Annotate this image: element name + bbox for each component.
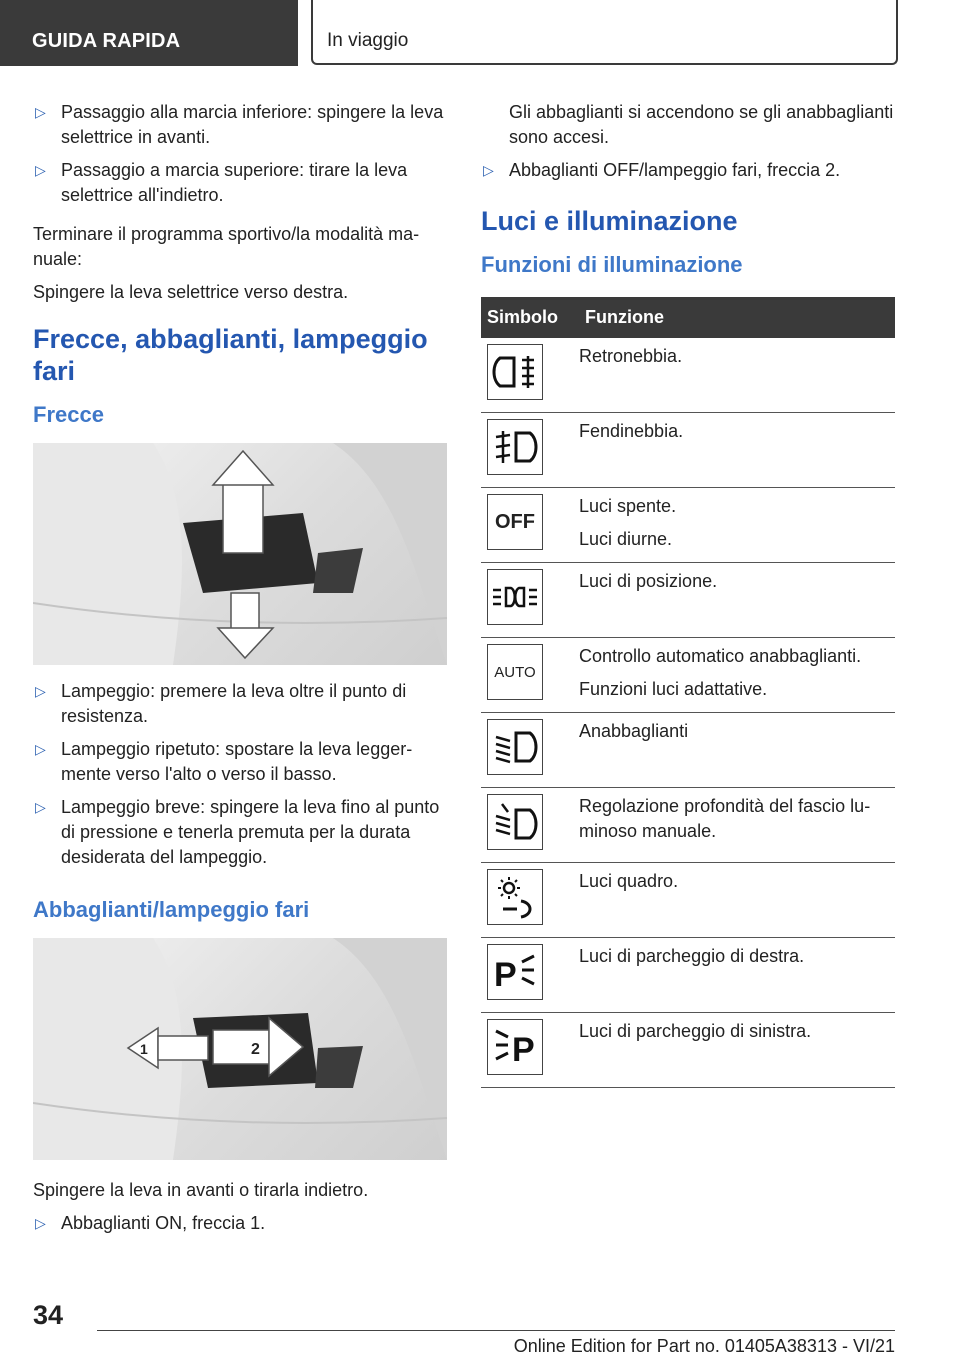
paragraph: Gli abbaglianti si accendono se gli anabbaglianti sono accesi. bbox=[509, 102, 894, 147]
function-text: Controllo automatico anabbaglianti. bbox=[579, 646, 862, 666]
right-column bbox=[481, 100, 895, 1088]
table-row bbox=[481, 713, 895, 788]
bullet-triangle-icon: ▷ bbox=[483, 162, 494, 178]
function-text: Regolazione profondità del fascio luminoso manuale. bbox=[579, 796, 871, 841]
list-item: ▷ Lampeggio ripetuto: spostare la leva leggermente verso l'alto o verso il basso. bbox=[35, 739, 413, 784]
table-row bbox=[481, 488, 895, 563]
bullet-triangle-icon: ▷ bbox=[35, 1215, 46, 1231]
function-text: Luci spente. bbox=[579, 496, 677, 516]
auto-icon: AUTO bbox=[487, 644, 543, 700]
paragraph: Terminare il programma sportivo/la modalità manuale: bbox=[33, 224, 420, 269]
list-item: ▷ Lampeggio: premere la leva oltre il punto di resistenza. bbox=[35, 681, 407, 726]
header-chapter-label: In viaggio bbox=[327, 30, 409, 51]
left-column bbox=[33, 100, 447, 1244]
table-row bbox=[481, 788, 895, 863]
function-text: Luci di parcheggio di sinistra. bbox=[579, 1021, 812, 1041]
lighting-functions-table bbox=[481, 297, 895, 1088]
parking-light-left-icon bbox=[487, 1019, 543, 1075]
bullet-triangle-icon: ▷ bbox=[35, 799, 46, 815]
bullet-triangle-icon: ▷ bbox=[35, 741, 46, 757]
parking-lights-icon bbox=[487, 569, 543, 625]
parking-light-right-icon bbox=[487, 944, 543, 1000]
bullet-triangle-icon: ▷ bbox=[35, 162, 46, 178]
function-text: Luci diurne. bbox=[579, 529, 673, 549]
svg-text:P: P bbox=[512, 1031, 535, 1067]
arrow-1-label: 1 bbox=[140, 1041, 148, 1057]
list-item: ▷ Abbaglianti OFF/lampeggio fari, freccia 2. bbox=[481, 158, 895, 183]
table-row bbox=[481, 1013, 895, 1088]
headlight-range-icon bbox=[487, 794, 543, 850]
bullet-triangle-icon: ▷ bbox=[35, 104, 46, 120]
header-section-label: GUIDA RAPIDA bbox=[32, 30, 181, 52]
subsection-heading-frecce: Frecce bbox=[33, 402, 104, 427]
table-row bbox=[481, 938, 895, 1013]
function-text: Luci di posizione. bbox=[579, 571, 718, 591]
instrument-lighting-icon bbox=[487, 869, 543, 925]
list-item: ▷ Lampeggio breve: spingere la leva fino al punto di pressione e tenerla premuta per la durata desiderata del lampeggio. bbox=[35, 797, 440, 867]
paragraph: Spingere la leva in avanti o tirarla indietro. bbox=[33, 1180, 369, 1200]
svg-text:P: P bbox=[494, 956, 517, 992]
page-number: 34 bbox=[33, 1300, 64, 1330]
function-text: Fendinebbia. bbox=[579, 421, 684, 441]
table-header-row bbox=[481, 297, 895, 338]
high-beam-lever-figure bbox=[33, 938, 447, 1160]
function-text: Luci quadro. bbox=[579, 871, 679, 891]
function-text: Funzioni luci adattative. bbox=[579, 679, 768, 699]
bullet-triangle-icon: ▷ bbox=[35, 683, 46, 699]
table-row bbox=[481, 863, 895, 938]
header-chapter-tab bbox=[311, 0, 898, 65]
column-header: Funzione bbox=[579, 297, 895, 338]
subsection-heading: Funzioni di illuminazione bbox=[481, 252, 743, 277]
column-header: Simbolo bbox=[481, 297, 579, 338]
function-text: Anabbaglianti bbox=[579, 721, 689, 741]
list-item: ▷ Abbaglianti ON, freccia 1. bbox=[33, 1211, 447, 1236]
function-text: Luci di parcheggio di destra. bbox=[579, 946, 805, 966]
footer-divider bbox=[97, 1330, 895, 1331]
table-row bbox=[481, 638, 895, 713]
table-row bbox=[481, 338, 895, 413]
rear-fog-light-icon bbox=[487, 344, 543, 400]
arrow-2-label: 2 bbox=[251, 1041, 260, 1058]
section-heading: Frecce, abbaglianti, lampeggio fari bbox=[33, 324, 428, 386]
front-fog-light-icon bbox=[487, 419, 543, 475]
off-icon: OFF bbox=[487, 494, 543, 550]
turn-signal-lever-figure bbox=[33, 443, 447, 665]
subsection-heading-abbaglianti: Abbaglianti/lampeggio fari bbox=[33, 897, 310, 922]
low-beam-icon bbox=[487, 719, 543, 775]
header-section-tab bbox=[0, 0, 298, 66]
table-row bbox=[481, 413, 895, 488]
function-text: Retronebbia. bbox=[579, 346, 683, 366]
paragraph: Spingere la leva selettrice verso destra. bbox=[33, 282, 349, 302]
list-item: ▷ Passaggio alla marcia inferiore: spingere la leva selettrice in avanti. bbox=[35, 102, 444, 147]
list-item: ▷ Passaggio a marcia superiore: tirare la leva selettrice all'indietro. bbox=[35, 160, 408, 205]
footer-edition: Online Edition for Part no. 01405A38313 - VI/21 bbox=[513, 1336, 895, 1356]
section-heading: Luci e illuminazione bbox=[481, 206, 738, 236]
table-row bbox=[481, 563, 895, 638]
